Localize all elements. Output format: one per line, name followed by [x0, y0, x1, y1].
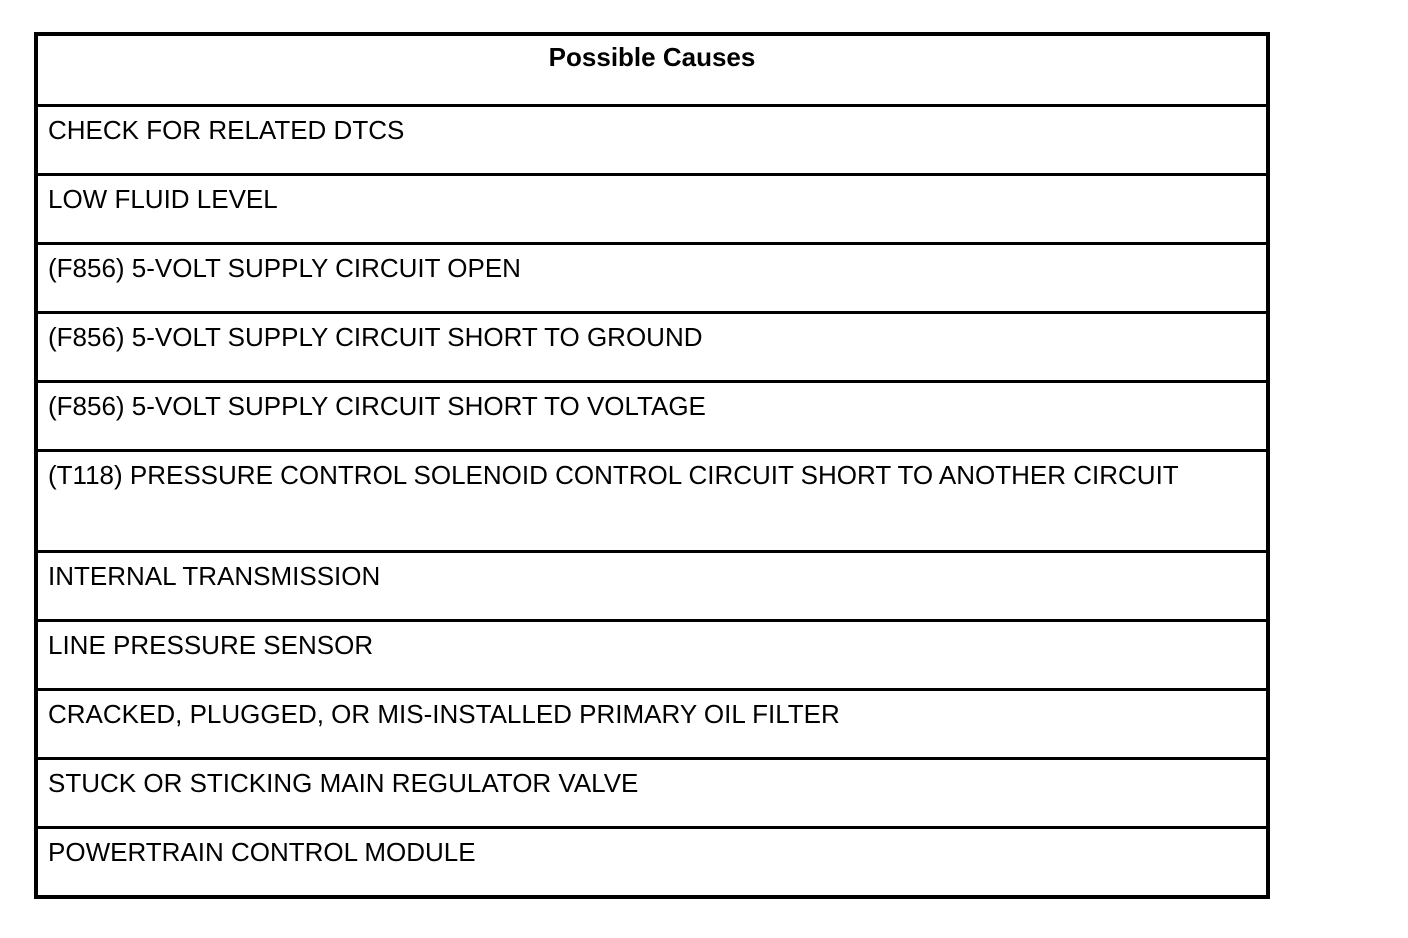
table-row: (F856) 5-VOLT SUPPLY CIRCUIT OPEN — [38, 242, 1266, 311]
table-row: LINE PRESSURE SENSOR — [38, 619, 1266, 688]
possible-causes-table — [34, 32, 1270, 899]
table-row: CRACKED, PLUGGED, OR MIS-INSTALLED PRIMARY OIL FILTER — [38, 688, 1266, 757]
table-row: POWERTRAIN CONTROL MODULE — [38, 826, 1266, 895]
table-row: STUCK OR STICKING MAIN REGULATOR VALVE — [38, 757, 1266, 826]
table-row: (T118) PRESSURE CONTROL SOLENOID CONTROL CIRCUIT SHORT TO ANOTHER CIRCUIT — [38, 449, 1266, 550]
table-row: LOW FLUID LEVEL — [38, 173, 1266, 242]
table-header: Possible Causes — [548, 42, 756, 72]
table-row: (F856) 5-VOLT SUPPLY CIRCUIT SHORT TO VOLTAGE — [38, 380, 1266, 449]
table-row: CHECK FOR RELATED DTCS — [38, 104, 1266, 173]
table-row: (F856) 5-VOLT SUPPLY CIRCUIT SHORT TO GROUND — [38, 311, 1266, 380]
table-row: INTERNAL TRANSMISSION — [38, 550, 1266, 619]
